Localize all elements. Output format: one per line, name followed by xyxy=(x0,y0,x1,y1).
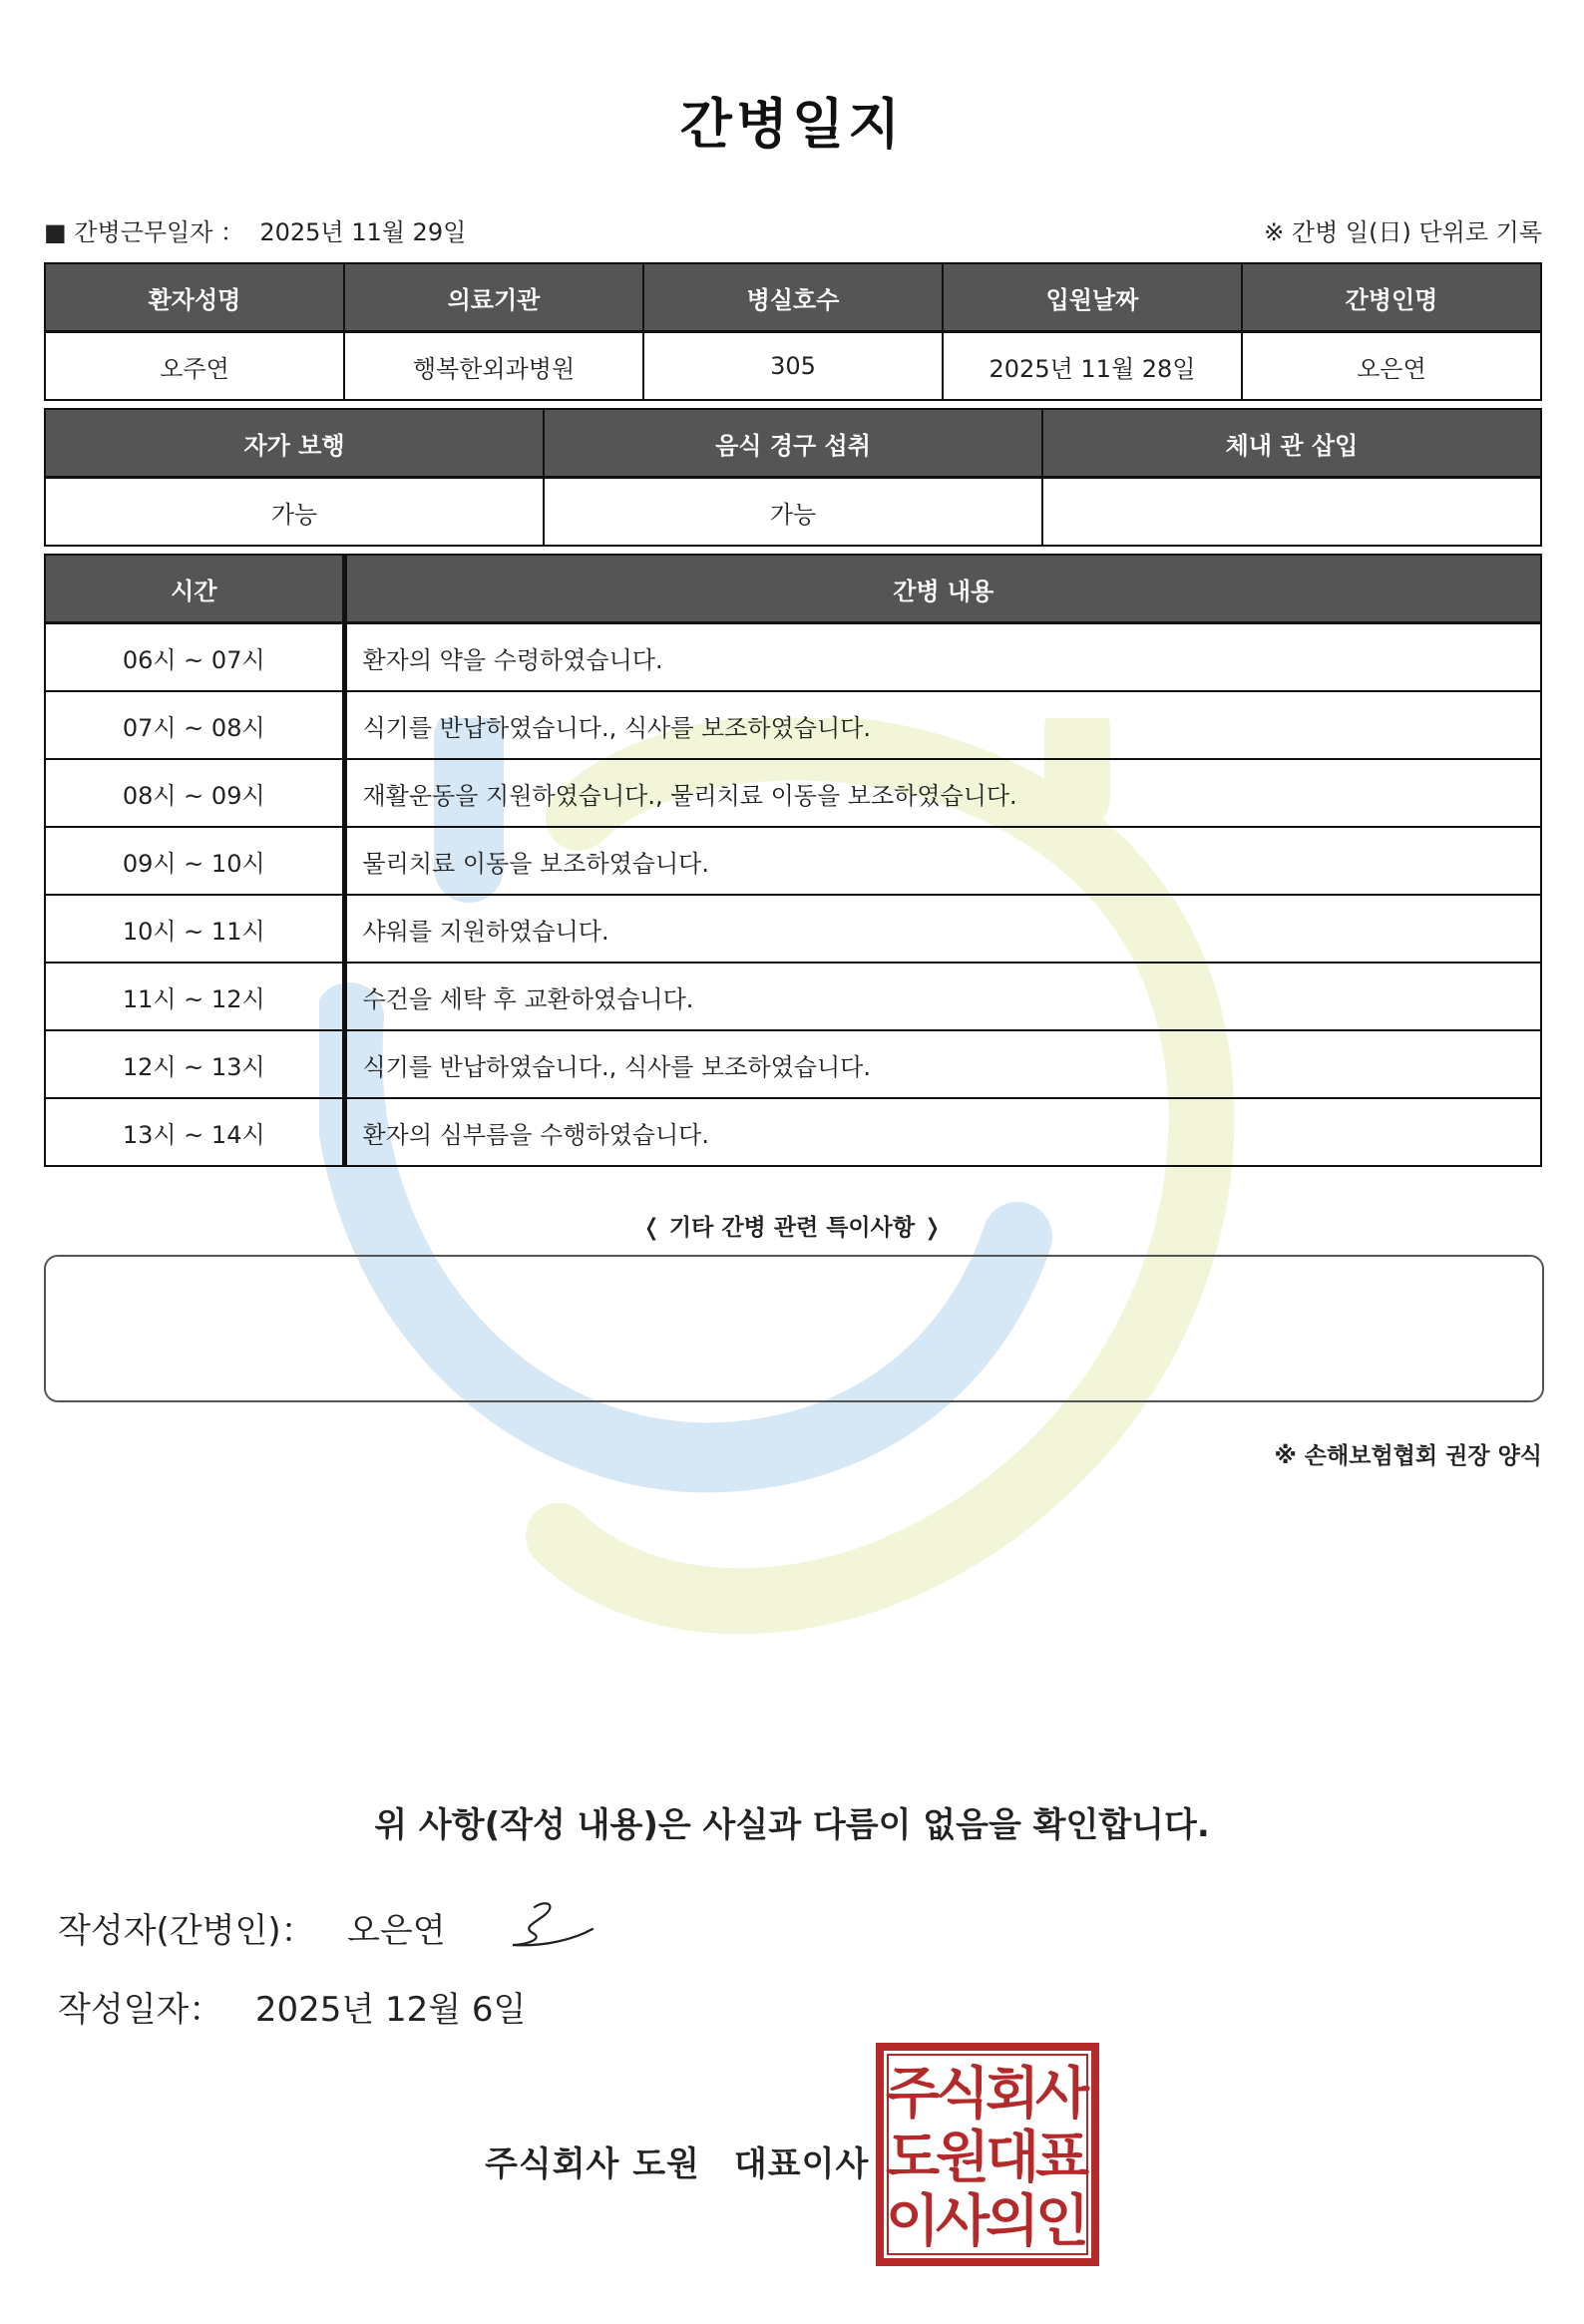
company-seal xyxy=(876,2043,1099,2266)
seal-glyph: 원 xyxy=(935,2126,990,2190)
header-tube-insertion: 체내 관 삽입 xyxy=(1042,409,1541,478)
time-cell: 06시 ~ 07시 xyxy=(45,623,344,692)
write-date-value: 2025년 12월 6일 xyxy=(254,1990,527,2030)
company-name: 주식회사 도원 xyxy=(485,2144,700,2184)
status-value-row xyxy=(45,478,1541,547)
unit-note: ※ 간병 일(日) 단위로 기록 xyxy=(1264,218,1542,246)
table-row xyxy=(45,1098,1541,1166)
work-date-value: 2025년 11월 29일 xyxy=(259,218,467,246)
time-cell: 07시 ~ 08시 xyxy=(45,691,344,759)
admission-date: 2025년 11월 28일 xyxy=(943,332,1242,401)
table-row xyxy=(45,1030,1541,1098)
table-row xyxy=(45,895,1541,963)
seal-glyph: 도 xyxy=(885,2126,941,2190)
time-cell: 09시 ~ 10시 xyxy=(45,827,344,895)
header-patient-name: 환자성명 xyxy=(45,263,344,332)
writer-line xyxy=(58,1903,446,1952)
time-cell: 12시 ~ 13시 xyxy=(45,1030,344,1098)
time-cell: 11시 ~ 12시 xyxy=(45,963,344,1030)
special-notes-title: ❬ 기타 간병 관련 특이사항 ❭ xyxy=(641,1215,943,1241)
seal-glyph: 의 xyxy=(985,2189,1040,2254)
header-room-number: 병실호수 xyxy=(643,263,943,332)
header-self-walking: 자가 보행 xyxy=(45,409,544,478)
hospital-name: 행복한외과병원 xyxy=(344,332,643,401)
table-row xyxy=(45,759,1541,827)
table-row xyxy=(45,963,1541,1030)
self-walking-value: 가능 xyxy=(45,478,544,547)
table-row xyxy=(45,623,1541,692)
time-cell: 13시 ~ 14시 xyxy=(45,1098,344,1166)
table-row xyxy=(45,691,1541,759)
oral-intake-value: 가능 xyxy=(544,478,1042,547)
content-cell: 샤워를 지원하였습니다. xyxy=(344,895,1541,963)
special-notes-box xyxy=(44,1255,1544,1402)
patient-info-table xyxy=(44,262,1542,401)
content-cell: 식기를 반납하였습니다., 식사를 보조하였습니다. xyxy=(344,691,1541,759)
caregiver-name: 오은연 xyxy=(1242,332,1541,401)
document-title: 간병일지 xyxy=(679,93,905,156)
content-cell: 수건을 세탁 후 교환하였습니다. xyxy=(344,963,1541,1030)
care-log-table xyxy=(44,554,1542,1167)
content-cell: 물리치료 이동을 보조하였습니다. xyxy=(344,827,1541,895)
patient-header-row xyxy=(45,263,1541,332)
content-cell: 환자의 심부름을 수행하였습니다. xyxy=(344,1098,1541,1166)
write-date-line xyxy=(58,1982,526,2031)
header-caregiver-name: 간병인명 xyxy=(1242,263,1541,332)
header-hospital: 의료기관 xyxy=(344,263,643,332)
writer-label: 작성자(간병인)： xyxy=(58,1911,315,1951)
table-row xyxy=(45,827,1541,895)
seal-glyph: 대 xyxy=(985,2126,1040,2190)
seal-glyph: 회 xyxy=(985,2062,1040,2127)
time-cell: 10시 ~ 11시 xyxy=(45,895,344,963)
form-source-note: ※ 손해보험협회 권장 양식 xyxy=(1274,1443,1542,1469)
seal-glyph: 표 xyxy=(1034,2126,1090,2190)
write-date-label: 작성일자： xyxy=(58,1990,223,2030)
seal-glyph: 사 xyxy=(1034,2062,1090,2127)
header-time: 시간 xyxy=(45,555,344,623)
confirmation-statement: 위 사항(작성 내용)은 사실과 다름이 없음을 확인합니다. xyxy=(374,1805,1210,1845)
writer-name: 오은연 xyxy=(347,1911,446,1951)
seal-glyph: 사 xyxy=(935,2189,990,2254)
work-date-label: ■ 간병근무일자 ： xyxy=(44,218,245,246)
work-date-line xyxy=(44,212,466,247)
care-log-header-row xyxy=(45,555,1541,623)
handwritten-signature xyxy=(505,1895,604,1955)
time-cell: 08시 ~ 09시 xyxy=(45,759,344,827)
patient-name: 오주연 xyxy=(45,332,344,401)
header-care-content: 간병 내용 xyxy=(344,555,1541,623)
header-admission-date: 입원날짜 xyxy=(943,263,1242,332)
patient-value-row xyxy=(45,332,1541,401)
patient-status-table xyxy=(44,408,1542,547)
status-header-row xyxy=(45,409,1541,478)
seal-glyph: 이 xyxy=(885,2189,941,2254)
seal-glyph: 주 xyxy=(885,2062,941,2127)
seal-glyph: 식 xyxy=(935,2062,990,2127)
content-cell: 재활운동을 지원하였습니다., 물리치료 이동을 보조하였습니다. xyxy=(344,759,1541,827)
room-number: 305 xyxy=(643,332,943,401)
content-cell: 식기를 반납하였습니다., 식사를 보조하였습니다. xyxy=(344,1030,1541,1098)
seal-glyph: 인 xyxy=(1034,2189,1090,2254)
company-title: 대표이사 xyxy=(733,2144,870,2184)
tube-insertion-value xyxy=(1042,478,1541,547)
content-cell: 환자의 약을 수령하였습니다. xyxy=(344,623,1541,692)
header-oral-intake: 음식 경구 섭취 xyxy=(544,409,1042,478)
company-signature-line xyxy=(485,2136,869,2185)
